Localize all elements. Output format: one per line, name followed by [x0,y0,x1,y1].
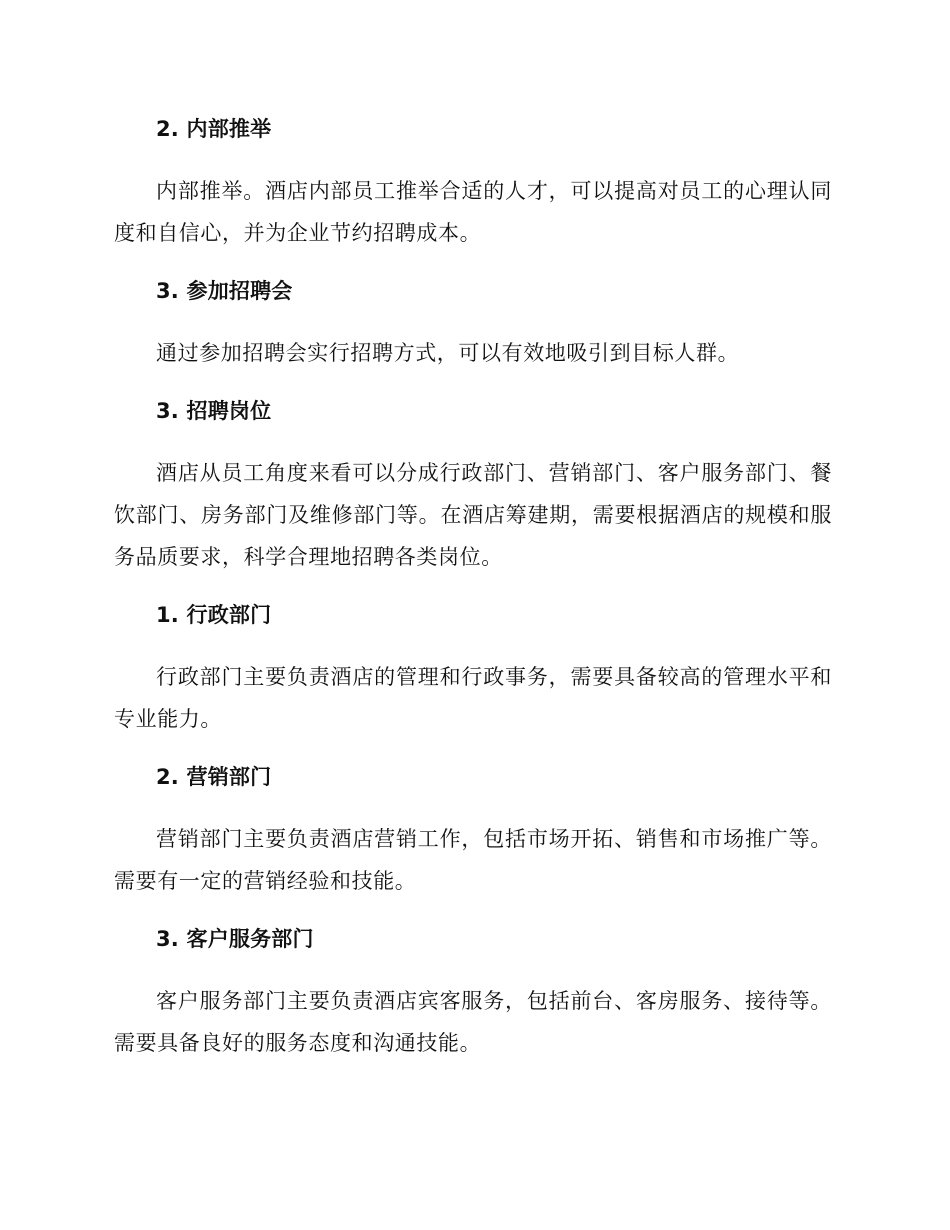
section-heading-customer-service: 3. 客户服务部门 [156,927,314,951]
section-heading-marketing: 2. 营销部门 [156,765,272,789]
section-heading-recruitment-positions: 3. 招聘岗位 [156,399,272,423]
section-heading-internal-referral: 2. 内部推举 [156,117,272,141]
section-heading-job-fair: 3. 参加招聘会 [156,279,293,303]
document-body [114,112,832,1084]
section-paragraph-internal-referral: 内部推举。酒店内部员工推举合适的人才，可以提高对员工的心理认同度和自信心，并为企业节约招聘成本。 [114,179,832,245]
section-paragraph-marketing: 营销部门主要负责酒店营销工作，包括市场开拓、销售和市场推广等。需要有一定的营销经验和技能。 [114,827,832,893]
section-paragraph-customer-service: 客户服务部门主要负责酒店宾客服务，包括前台、客房服务、接待等。需要具备良好的服务态度和沟通技能。 [114,989,832,1055]
section-paragraph-recruitment-positions: 酒店从员工角度来看可以分成行政部门、营销部门、客户服务部门、餐饮部门、房务部门及维修部门等。在酒店筹建期，需要根据酒店的规模和服务品质要求，科学合理地招聘各类岗位。 [114,461,832,569]
section-paragraph-job-fair: 通过参加招聘会实行招聘方式，可以有效地吸引到目标人群。 [156,341,740,365]
section-heading-administration: 1. 行政部门 [156,603,272,627]
section-paragraph-administration: 行政部门主要负责酒店的管理和行政事务，需要具备较高的管理水平和专业能力。 [114,665,832,731]
